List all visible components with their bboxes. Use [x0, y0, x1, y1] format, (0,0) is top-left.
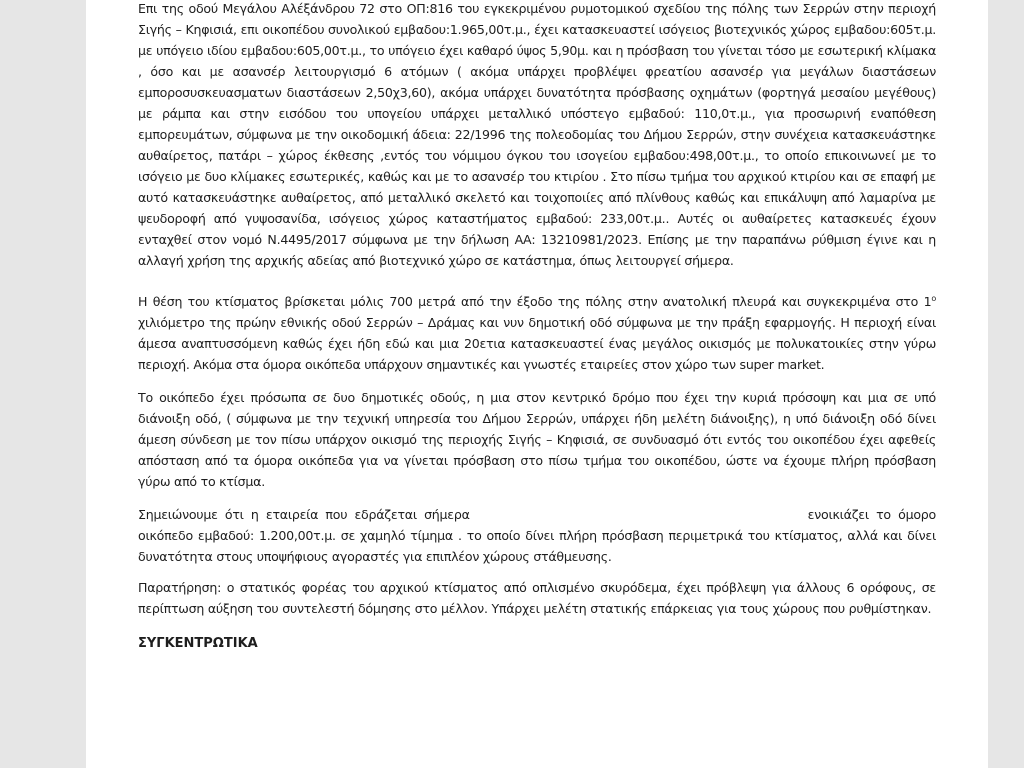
section-heading-summary: ΣΥΓΚΕΝΤΡΩΤΙΚΑ [138, 636, 258, 651]
document-body [138, 0, 936, 654]
leased-plot-text-end: ενοικιάζει το όμορο οικόπεδο εμβαδού: 1.200,00τ.μ. σε χαμηλό τίμημα . το οποίο δίνει πλήρη πρόσβαση περιμετρικά του κτίσματος, αλλά και δίνει δυνατότητα στους υποψήφιους αγοραστές για επιπλέον χώρους στάθμευσης. [138, 507, 936, 564]
paragraph-property-description: Επι της οδού Μεγάλου Αλέξάνδρου 72 στο ΟΠ:816 του εγκεκριμένου ρυμοτομικού σχεδίου της πόλης των Σερρών στην περιοχή Σιγής – Κηφισιά, επι οικοπέδου συνολικού εμβαδου:1.965,00τ.μ., έχει κατασκευαστεί ισόγειος βιοτεχνικός χώρος εμβαδου:605τ.μ. με υπόγειο ιδίου εμβαδου:605,00τ.μ., το υπόγειο έχει καθαρό ύψος 5,90μ. και η πρόσβαση του γίνεται τόσο με εσωτερική κλίμακα , όσο και με ασανσέρ λειτουργισμό 6 ατόμων ( ακόμα υπάρχει προβλέψει φρεατίου ασανσέρ για μεγάλων διαστάσεων εμπορoσυσκευασματων διαστάσεων 2,50χ3,60), ακόμα υπάρχει δυνατότητα πρόσβασης οχημάτων (φορτηγά μεσαίου μεγέθους) με ράμπα και στην εισόδου του υπογείου υπάρχει μεταλλικό υπόστεγο εμβαδού: 110,0τ.μ., για προσωρινή εναπόθεση εμπορευμάτων, σύμφωνα με την οικοδομική άδεια: 22/1996 της πολεοδομίας του Δήμου Σερρών, στην συνέχεια κατασκευάστηκε αυθαίρετος, πατάρι – χώρος έκθεσης ,εντός του νόμιμου όγκου του ισογείου εμβαδου:498,00τ.μ., το οποίο επικοινωνεί με το ισόγειο με δυο κλίμακες εσωτερικές, καθώς και με το ασανσέρ του κτιρίου . Στο πίσω τμήμα του αρχικού κτιρίου και σε επαφή με αυτό κατασκευάστηκε αυθαίρετος, από μεταλλικό σκελετό και τοιχοποιίες από πλίνθους καθώς και επικάλυψη από λαμαρίνα με ψευδοροφή από γυψοσανίδα, ισόγειος χώρος καταστήματος εμβαδού: 233,00τ.μ.. Αυτές οι αυθαίρετες κατασκευές έχουν ενταχθεί στον νομό Ν.4495/2017 σύμφωνα με την δήλωση ΑΑ: 13210981/2023. Επίσης με την παραπάνω ρύθμιση έγινε και η αλλαγή χρήση της αρχικής αδείας από βιοτεχνικό χώρο σε κατάστημα, όπως λειτουργεί σήμερα. [138, 1, 936, 268]
paragraph-location [138, 291, 936, 375]
leased-plot-text-start: Σημειώνουμε ότι η εταιρεία που εδράζεται σήμερα [138, 507, 470, 522]
document-page [86, 0, 988, 768]
paragraph-structural-note: Παρατήρηση: ο στατικός φορέας του αρχικού κτίσματος από οπλισμένο σκυρόδεμα, έχει πρόβλεψη για άλλους 6 ορόφους, σε περίπτωση αύξηση του συντελεστή δόμησης στο μέλλον. Υπάρχει μελέτη στατικής επάρκειας για τους χώρους που ρυθμίστηκαν. [138, 580, 936, 616]
paragraph-plot-access: Το οικόπεδο έχει πρόσωπα σε δυο δημοτικές οδούς, η μια στον κεντρικό δρόμο που έχει την κυριά πρόσοψη και μια σε υπό διάνοιξη οδό, ( σύμφωνα με την τεχνική υπηρεσία του Δήμου Σερρών, υπάρχει ήδη μελέτη διάνοιξης), η υπό διάνοιξη οδό δίνει άμεση σύνδεση με τον πίσω υπάρχον οικισμό της περιοχής Σιγής – Κηφισιά, σε συνδυασμό ότι εντός του οικοπέδου έχει αφεθείς απόσταση από τα όμορα οικόπεδα για να γίνεται πρόσβαση στο πίσω τμήμα του οικοπέδου, ώστε να έχουμε πλήρη πρόσβαση γύρω από το κτίσμα. [138, 390, 936, 489]
paragraph-leased-plot [138, 504, 936, 567]
location-text-end: χιλιόμετρο της πρώην εθνικής οδού Σερρών – Δράμας και νυν δημοτική οδό σύμφωνα με την πράξη εφαρμογής. Η περιοχή είναι άμεσα αναπτυσσόμενη καθώς έχει ήδη εδώ και μια 20ετια κατασκευαστεί ένας μεγάλος οικισμός με πολυκατοικίες στην γύρω περιοχή. Ακόμα στα όμορα οικόπεδα υπάρχουν σημαντικές και γνωστές εταιρείες στον χώρο των super market. [138, 315, 936, 372]
location-text-start: Η θέση του κτίσματος βρίσκεται μόλις 700 μετρά από την έξοδο της πόλης στην ανατολική πλευρά και συγκεκριμένα στο 1 [138, 294, 932, 309]
ordinal-superscript: ο [931, 293, 936, 303]
